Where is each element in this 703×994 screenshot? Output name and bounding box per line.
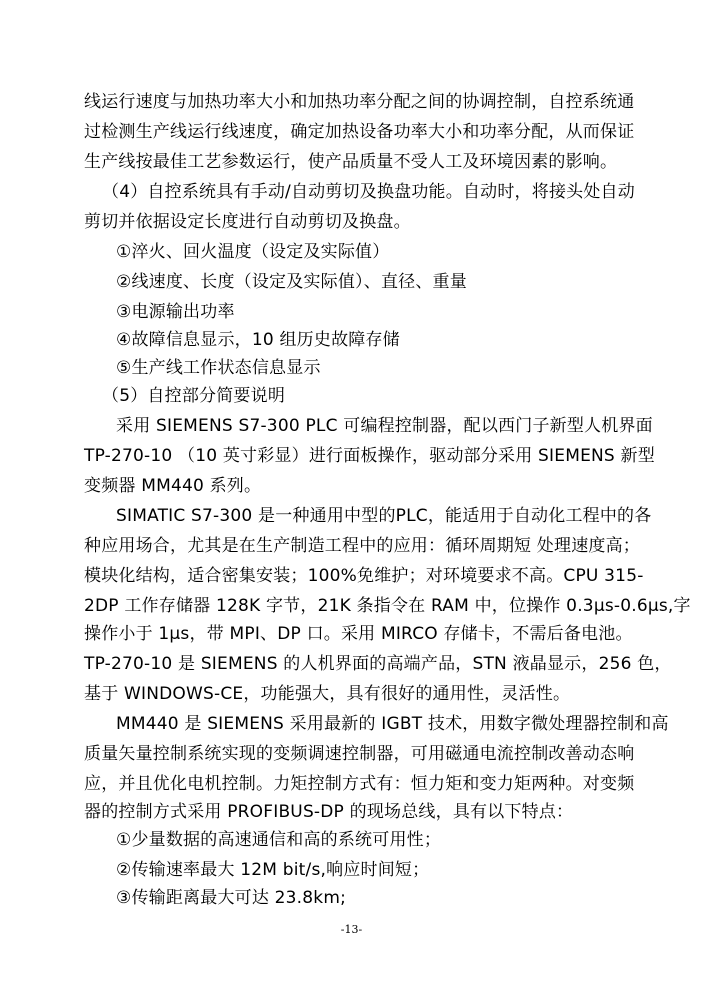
body-text-line: 基于 WINDOWS-CE，功能强大，具有很好的通用性，灵活性。 <box>84 684 571 704</box>
list-item: ③电源输出功率 <box>116 302 235 322</box>
list-item: ①少量数据的高速通信和高的系统可用性； <box>116 830 442 850</box>
body-text-line: 变频器 MM440 系列。 <box>84 476 262 496</box>
body-text-line: 2DP 工作存储器 128K 字节，21K 条指令在 RAM 中，位操作 0.3μs-0.6μs,字 <box>84 596 691 616</box>
body-text-line: 种应用场合，尤其是在生产制造工程中的应用：循环周期短 处理速度高； <box>84 536 641 556</box>
list-item: ④故障信息显示，10 组历史故障存储 <box>116 330 400 350</box>
body-text-line: 模块化结构，适合密集安装；100%免维护；对环境要求不高。CPU 315- <box>84 566 644 586</box>
body-text-line: 过检测生产线运行线速度，确定加热设备功率大小和功率分配，从而保证 <box>84 122 635 142</box>
section-heading-4: （4）自控系统具有手动/自动剪切及换盘功能。自动时，将接头处自动 <box>102 182 635 202</box>
list-item: ②线速度、长度（设定及实际值）、直径、重量 <box>116 272 467 292</box>
list-item: ③传输距离最大可达 23.8km; <box>116 888 347 908</box>
body-text-line: MM440 是 SIEMENS 采用最新的 IGBT 技术，用数字微处理器控制和高 <box>116 714 669 734</box>
body-text-line: 质量矢量控制系统实现的变频调速控制器，可用磁通电流控制改善动态响 <box>84 744 635 764</box>
body-text-line: 器的控制方式采用 PROFIBUS-DP 的现场总线，具有以下特点： <box>84 802 574 822</box>
body-text-line: 采用 SIEMENS S7-300 PLC 可编程控制器，配以西门子新型人机界面 <box>116 416 653 436</box>
body-text-line: 线运行速度与加热功率大小和加热功率分配之间的协调控制，自控系统通 <box>84 92 635 112</box>
list-item: ②传输速率最大 12M bit/s,响应时间短； <box>116 860 430 880</box>
section-heading-5: （5）自控部分简要说明 <box>102 386 286 406</box>
body-text-line: TP-270-10 是 SIEMENS 的人机界面的高端产品，STN 液晶显示，256 色， <box>84 654 672 674</box>
body-text-line: 应，并且优化电机控制。力矩控制方式有：恒力矩和变力矩两种。对变频 <box>84 774 635 794</box>
body-text-line: SIMATIC S7-300 是一种通用中型的PLC，能适用于自动化工程中的各 <box>116 506 652 526</box>
page-number: -13- <box>340 923 363 936</box>
body-text-line: 剪切并依据设定长度进行自动剪切及换盘。 <box>84 212 411 232</box>
body-text-line: TP-270-10 （10 英寸彩显）进行面板操作，驱动部分采用 SIEMENS 新型 <box>84 446 655 466</box>
list-item: ⑤生产线工作状态信息显示 <box>116 358 321 378</box>
body-text-line: 生产线按最佳工艺参数运行，使产品质量不受人工及环境因素的影响。 <box>84 152 618 172</box>
list-item: ①淬火、回火温度（设定及实际值） <box>116 242 390 262</box>
body-text-line: 操作小于 1μs，带 MPI、DP 口。采用 MIRCO 存储卡，不需后备电池。 <box>84 624 633 644</box>
